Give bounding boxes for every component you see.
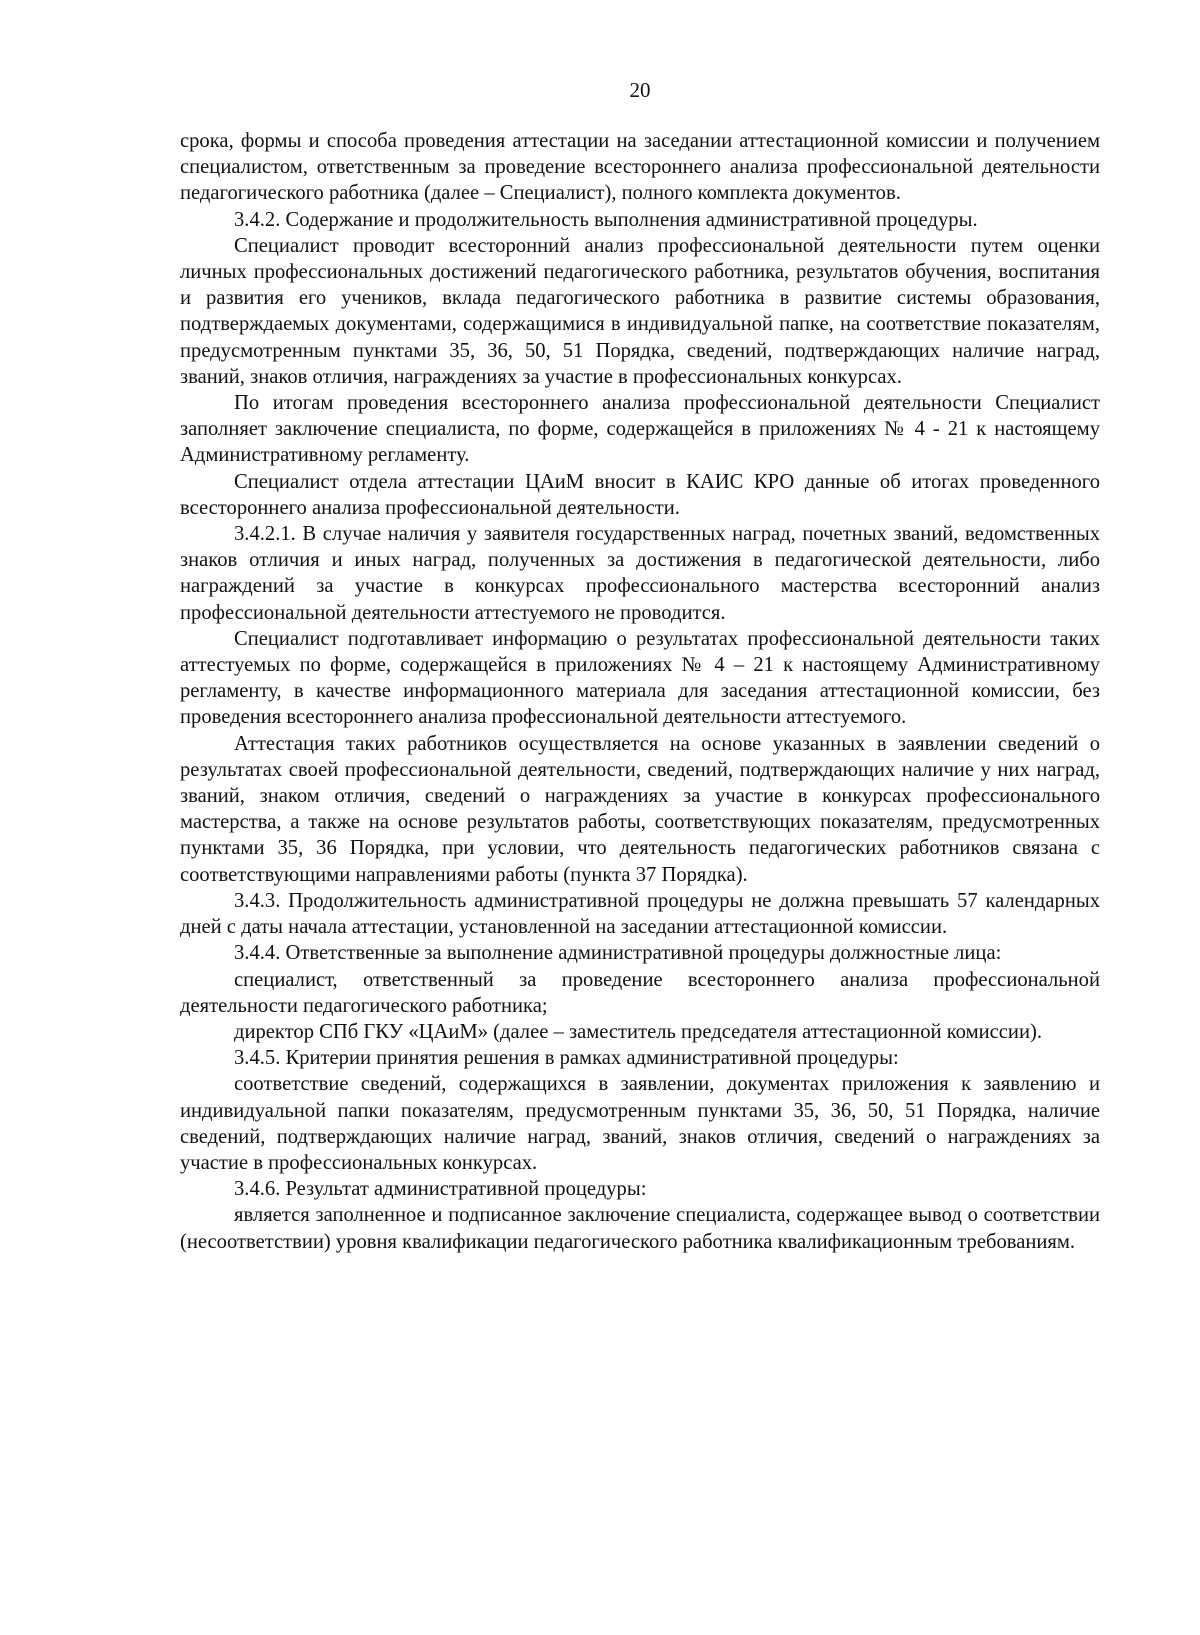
paragraph-3-4-4: 3.4.4. Ответственные за выполнение административной процедуры должностные лица: xyxy=(234,942,1002,965)
page-number: 20 xyxy=(629,78,651,102)
paragraph-kais-kro-entry: Специалист отдела аттестации ЦАиМ вносит в КАИС КРО данные об итогах проведенного всестороннего анализа профессиональной деятельности. xyxy=(180,470,1100,519)
paragraph-3-4-5: 3.4.5. Критерии принятия решения в рамках административной процедуры: xyxy=(234,1047,899,1070)
document-body xyxy=(180,128,1100,1255)
paragraph-responsible-director: директор СПб ГКУ «ЦАиМ» (далее – заместитель председателя аттестационной комиссии). xyxy=(234,1020,1042,1043)
paragraph-specialist-analysis: Специалист проводит всесторонний анализ профессиональной деятельности путем оценки личных профессиональных достижений педагогического работника, результатов обучения, воспитания и развития его учеников, вклада педагогического работника в развитие системы образования, подтверждаемых документами, содержащимися в индивидуальной папке, на соответствие показателям, предусмотренным пунктами 35, 36, 50, 51 Порядка, сведений, подтверждающих наличие наград, званий, знаков отличия, награждениях за участие в профессиональных конкурсах. xyxy=(180,234,1100,388)
paragraph-3-4-2-1: 3.4.2.1. В случае наличия у заявителя государственных наград, почетных званий, ведомственных знаков отличия и иных наград, полученных за достижения в педагогической деятельности, либо награждений за участие в конкурсах профессионального мастерства всесторонний анализ профессиональной деятельности аттестуемого не проводится. xyxy=(180,523,1100,624)
paragraph-continuation: срока, формы и способа проведения аттестации на заседании аттестационной комиссии и получением специалистом, ответственным за проведение всестороннего анализа профессиональной деятельности педагогического работника (далее – Специалист), полного комплекта документов. xyxy=(180,130,1100,205)
paragraph-3-4-2-heading: 3.4.2. Содержание и продолжительность выполнения административной процедуры. xyxy=(234,208,978,231)
paragraph-3-4-6: 3.4.6. Результат административной процедуры: xyxy=(234,1178,647,1201)
paragraph-criteria: соответствие сведений, содержащихся в заявлении, документах приложения к заявлению и индивидуальной папки показателям, предусмотренным пунктами 35, 36, 50, 51 Порядка, наличие сведений, подтверждающих наличие наград, званий, знаков отличия, сведений о награждениях за участие в профессиональных конкурсах. xyxy=(180,1073,1100,1174)
paragraph-analysis-results: По итогам проведения всестороннего анализа профессиональной деятельности Специалист заполняет заключение специалиста, по форме, содержащейся в приложениях № 4 - 21 к настоящему Административному регламенту. xyxy=(180,392,1100,467)
paragraph-responsible-specialist: специалист, ответственный за проведение всестороннего анализа профессиональной деятельности педагогического работника; xyxy=(180,968,1100,1017)
paragraph-specialist-information: Специалист подготавливает информацию о результатах профессиональной деятельности таких аттестуемых по форме, содержащейся в приложениях № 4 – 21 к настоящему Административному регламенту, в качестве информационного материала для заседания аттестационной комиссии, без проведения всестороннего анализа профессиональной деятельности аттестуемого. xyxy=(180,627,1100,729)
paragraph-3-4-3: 3.4.3. Продолжительность административной процедуры не должна превышать 57 календарных дней с даты начала аттестации, установленной на заседании аттестационной комиссии. xyxy=(180,889,1100,939)
paragraph-attestation-basis: Аттестация таких работников осуществляется на основе указанных в заявлении сведений о результатах своей профессиональной деятельности, сведений, подтверждающих наличие у них наград, званий, знаком отличия, сведений о награждениях за участие в конкурсах профессионального мастерства, а также на основе результатов работы, соответствующих показателям, предусмотренных пунктами 35, 36 Порядка, при условии, что деятельность педагогических работников связана с соответствующими направлениями работы (пункта 37 Порядка). xyxy=(180,732,1100,886)
paragraph-result: является заполненное и подписанное заключение специалиста, содержащее вывод о соответствии (несоответствии) уровня квалификации педагогического работника квалификационным требованиям. xyxy=(180,1204,1100,1253)
